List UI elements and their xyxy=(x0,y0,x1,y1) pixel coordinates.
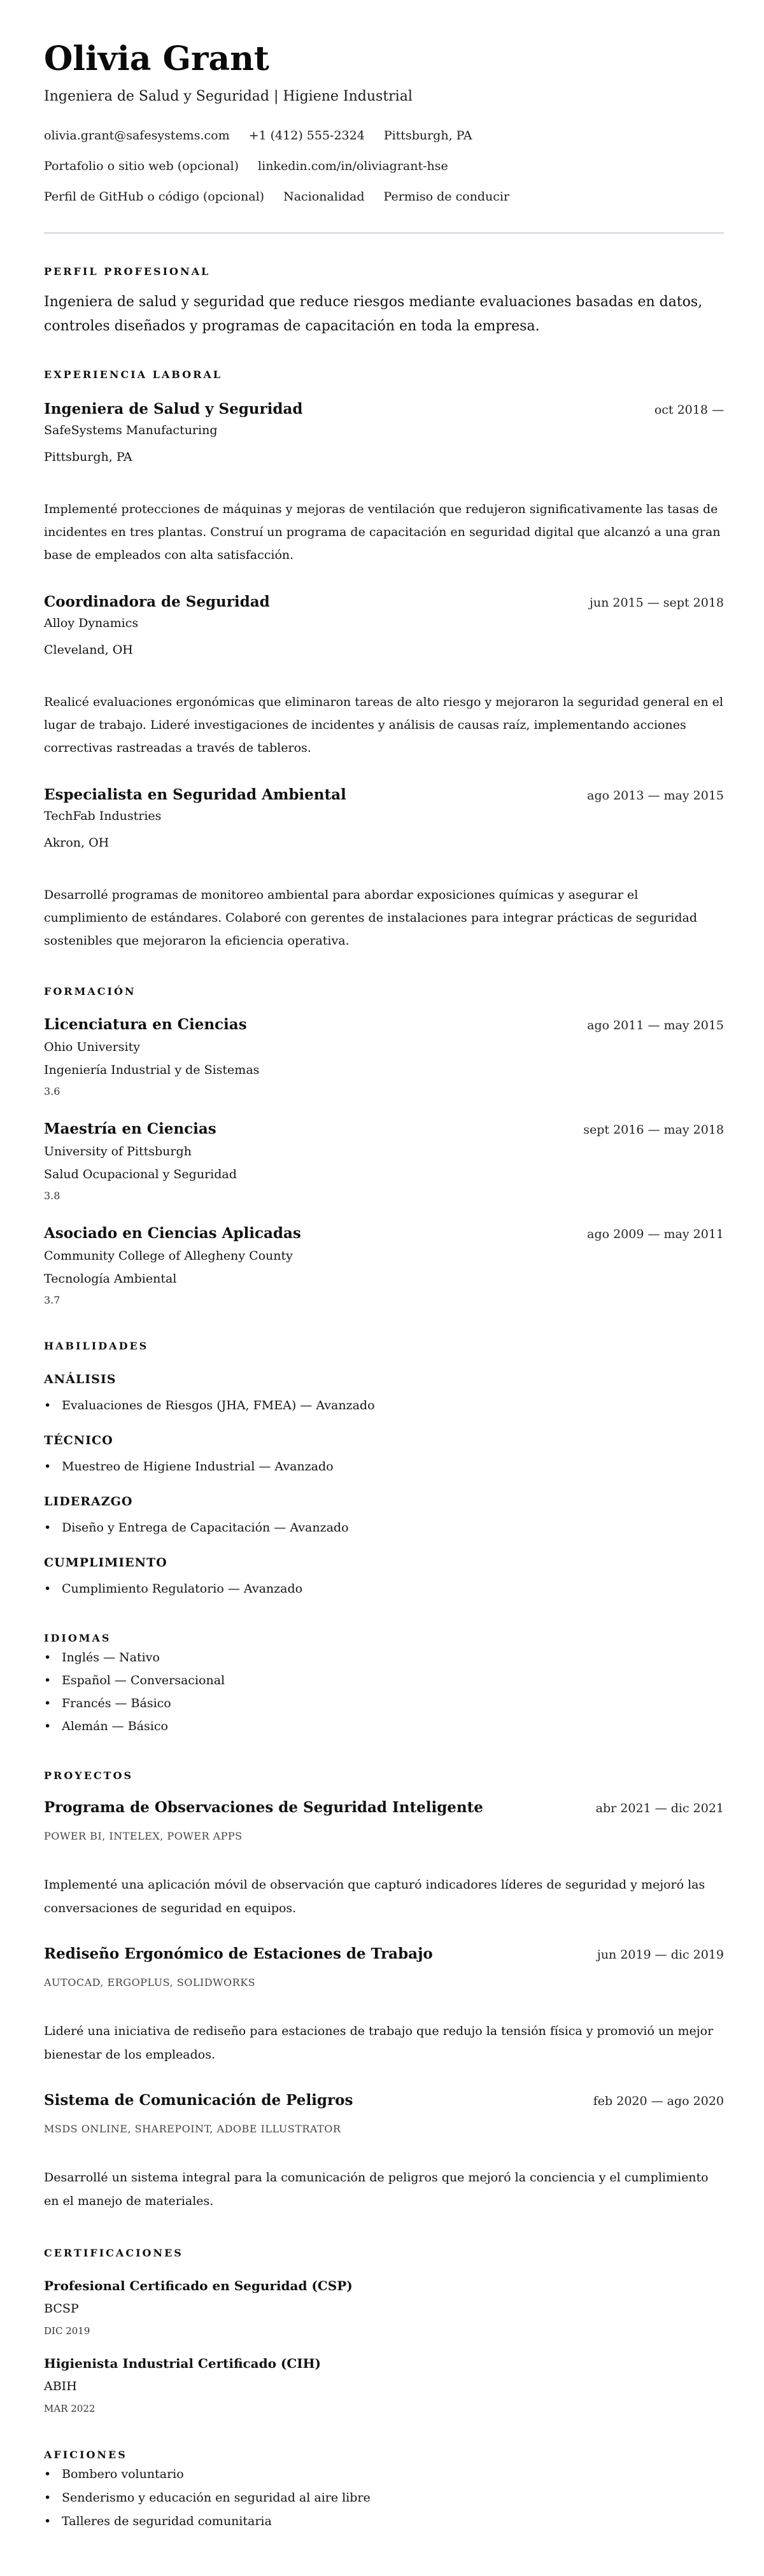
field-of-study: Tecnología Ambiental xyxy=(44,1272,177,1286)
language-item: • Francés — Básico xyxy=(44,1692,724,1715)
title-row xyxy=(44,592,724,613)
education-entry xyxy=(44,1015,724,1101)
degree: Maestría en Ciencias xyxy=(44,1120,216,1137)
skill-category: TÉCNICO xyxy=(44,1433,113,1447)
date-range: feb 2020 — ago 2020 xyxy=(593,2094,724,2108)
skill-group xyxy=(44,1370,724,1416)
job-title: Ingeniera de Salud y Seguridad xyxy=(44,400,303,418)
section-heading-summary: PERFIL PROFESIONAL xyxy=(44,265,211,278)
hobby-item: • Bombero voluntario xyxy=(44,2463,724,2486)
section-heading-hobbies: AFICIONES xyxy=(44,2449,127,2461)
certification-entry xyxy=(44,2277,724,2339)
title-row xyxy=(44,2090,724,2111)
section-heading-experience: EXPERIENCIA LABORAL xyxy=(44,369,223,381)
skill-items xyxy=(44,1456,724,1477)
contact-license: Permiso de conducir xyxy=(383,190,510,204)
title-row xyxy=(44,785,724,806)
language-item: • Inglés — Nativo xyxy=(44,1646,724,1669)
project-description: Implementé una aplicación móvil de observación que capturó indicadores líderes de seguridad y mejoró las conversaciones de seguridad en equipos. xyxy=(44,1878,705,1915)
title-row xyxy=(44,1119,724,1140)
job-entry xyxy=(44,399,724,567)
degree: Licenciatura en Ciencias xyxy=(44,1016,247,1033)
section-heading-certifications: CERTIFICACIONES xyxy=(44,2247,183,2259)
project-tech: AUTOCAD, ERGOPLUS, SOLIDWORKS xyxy=(44,1976,256,1988)
date-range: ago 2013 — may 2015 xyxy=(587,789,724,803)
title-row xyxy=(44,1223,724,1244)
gpa: 3.8 xyxy=(44,1190,60,1202)
education-entry xyxy=(44,1119,724,1205)
certification-issuer: ABIH xyxy=(44,2379,77,2393)
contact-linkedin[interactable]: linkedin.com/in/oliviagrant-hse xyxy=(258,159,448,173)
field-of-study: Salud Ocupacional y Seguridad xyxy=(44,1167,237,1181)
languages-list xyxy=(44,1646,724,1738)
skill-item: • Cumplimiento Regulatorio — Avanzado xyxy=(44,1579,724,1599)
project-title: Programa de Observaciones de Seguridad Inteligente xyxy=(44,1799,483,1816)
company: Alloy Dynamics xyxy=(44,616,139,630)
certification-title: Higienista Industrial Certificado (CIH) xyxy=(44,2356,322,2371)
contact-location: Pittsburgh, PA xyxy=(383,129,472,143)
skill-item: • Diseño y Entrega de Capacitación — Avanzado xyxy=(44,1517,724,1538)
section-heading-skills: HABILIDADES xyxy=(44,1340,149,1352)
skill-item: • Evaluaciones de Riesgos (JHA, FMEA) — Avanzado xyxy=(44,1395,724,1416)
job-location: Akron, OH xyxy=(44,836,110,850)
education-entry xyxy=(44,1223,724,1309)
candidate-name: Olivia Grant xyxy=(44,39,269,78)
skill-items xyxy=(44,1395,724,1416)
school: Ohio University xyxy=(44,1040,140,1054)
language-item: • Alemán — Básico xyxy=(44,1715,724,1738)
certifications-list xyxy=(44,2277,724,2416)
title-row xyxy=(44,1015,724,1036)
school: Community College of Allegheny County xyxy=(44,1249,293,1263)
summary-text: Ingeniera de salud y seguridad que reduce riesgos mediante evaluaciones basadas en datos, controles diseñados y programas de capacitación en toda la empresa. xyxy=(44,294,703,334)
date-range: ago 2009 — may 2011 xyxy=(587,1227,724,1241)
job-title: Coordinadora de Seguridad xyxy=(44,593,270,610)
date-range: abr 2021 — dic 2021 xyxy=(595,1801,724,1815)
skill-group xyxy=(44,1554,724,1599)
project-title: Sistema de Comunicación de Peligros xyxy=(44,2092,353,2109)
job-entry xyxy=(44,785,724,952)
contact-github[interactable]: Perfil de GitHub o código (opcional) xyxy=(44,190,265,204)
skill-items xyxy=(44,1517,724,1538)
experience-list xyxy=(44,399,724,952)
contact-row xyxy=(44,187,724,207)
project-tech: POWER BI, INTELEX, POWER APPS xyxy=(44,1830,243,1842)
date-range: sept 2016 — may 2018 xyxy=(583,1123,724,1137)
company: TechFab Industries xyxy=(44,809,162,823)
degree: Asociado en Ciencias Aplicadas xyxy=(44,1225,301,1242)
project-title: Rediseño Ergonómico de Estaciones de Trabajo xyxy=(44,1945,433,1962)
skill-category: LIDERAZGO xyxy=(44,1495,133,1509)
project-entry xyxy=(44,2090,724,2213)
certification-issuer: BCSP xyxy=(44,2302,79,2316)
certification-entry xyxy=(44,2354,724,2416)
language-item: • Español — Conversacional xyxy=(44,1669,724,1692)
contact-row xyxy=(44,125,724,146)
job-description: Implementé protecciones de máquinas y mejoras de ventilación que redujeron significativamente las tasas de incidentes en tres plantas. Construí un programa de capacitación en seguridad digital que alcanzó a una gran base de empleados con alta satisfacción. xyxy=(44,502,721,562)
project-entry xyxy=(44,1798,724,1920)
gpa: 3.7 xyxy=(44,1294,60,1306)
projects-list xyxy=(44,1798,724,2213)
certification-title: Profesional Certificado en Seguridad (CSP) xyxy=(44,2278,353,2293)
project-tech: MSDS ONLINE, SHAREPOINT, ADOBE ILLUSTRATOR xyxy=(44,2123,341,2135)
skill-group xyxy=(44,1493,724,1538)
contact-phone[interactable]: +1 (412) 555-2324 xyxy=(248,129,365,143)
education-list xyxy=(44,1015,724,1309)
date-range: jun 2019 — dic 2019 xyxy=(597,1948,724,1962)
company: SafeSystems Manufacturing xyxy=(44,423,218,437)
skill-group xyxy=(44,1432,724,1477)
gpa: 3.6 xyxy=(44,1085,60,1097)
hobby-item: • Talleres de seguridad comunitaria xyxy=(44,2510,724,2533)
contact-nationality: Nacionalidad xyxy=(283,190,365,204)
date-range: oct 2018 — xyxy=(654,403,724,417)
contact-portfolio[interactable]: Portafolio o sitio web (opcional) xyxy=(44,159,239,173)
headline: Ingeniera de Salud y Seguridad | Higiene Industrial xyxy=(44,88,413,104)
skill-item: • Muestreo de Higiene Industrial — Avanzado xyxy=(44,1456,724,1477)
date-range: ago 2011 — may 2015 xyxy=(587,1018,724,1032)
hobby-item: • Senderismo y educación en seguridad al aire libre xyxy=(44,2486,724,2510)
job-description: Realicé evaluaciones ergonómicas que eliminaron tareas de alto riesgo y mejoraron la seguridad general en el lugar de trabajo. Lideré investigaciones de incidentes y análisis de causas raíz, implementando acciones correctivas rastreadas a través de tableros. xyxy=(44,695,724,755)
date-range: jun 2015 — sept 2018 xyxy=(589,596,724,610)
title-row xyxy=(44,1944,724,1965)
skill-category: ANÁLISIS xyxy=(44,1372,117,1386)
title-row xyxy=(44,399,724,420)
certification-date: MAR 2022 xyxy=(44,2403,96,2414)
job-entry xyxy=(44,592,724,759)
section-heading-education: FORMACIÓN xyxy=(44,985,136,997)
job-location: Pittsburgh, PA xyxy=(44,450,132,464)
skills-list xyxy=(44,1370,724,1599)
job-description: Desarrollé programas de monitoreo ambiental para abordar exposiciones químicas y asegurar el cumplimiento de estándares. Colaboré con gerentes de instalaciones para integrar prácticas de seguridad sostenibles que mejoraron la eficiencia operativa. xyxy=(44,888,697,948)
header-divider xyxy=(44,232,724,234)
job-location: Cleveland, OH xyxy=(44,643,133,657)
certification-date: DIC 2019 xyxy=(44,2325,90,2337)
field-of-study: Ingeniería Industrial y de Sistemas xyxy=(44,1063,260,1077)
project-description: Lideré una iniciativa de rediseño para estaciones de trabajo que redujo la tensión física y promovió un mejor bienestar de los empleados. xyxy=(44,2024,714,2062)
skill-category: CUMPLIMIENTO xyxy=(44,1556,167,1570)
title-row xyxy=(44,1798,724,1819)
school: University of Pittsburgh xyxy=(44,1144,192,1158)
skill-items xyxy=(44,1579,724,1599)
section-heading-languages: IDIOMAS xyxy=(44,1632,111,1644)
section-heading-projects: PROYECTOS xyxy=(44,1770,134,1782)
project-entry xyxy=(44,1944,724,2067)
hobbies-list xyxy=(44,2463,724,2533)
job-title: Especialista en Seguridad Ambiental xyxy=(44,786,346,803)
contact-email[interactable]: olivia.grant@safesystems.com xyxy=(44,129,230,143)
contact-row xyxy=(44,156,724,176)
project-description: Desarrollé un sistema integral para la comunicación de peligros que mejoró la conciencia y el cumplimiento en el manejo de materiales. xyxy=(44,2171,709,2208)
